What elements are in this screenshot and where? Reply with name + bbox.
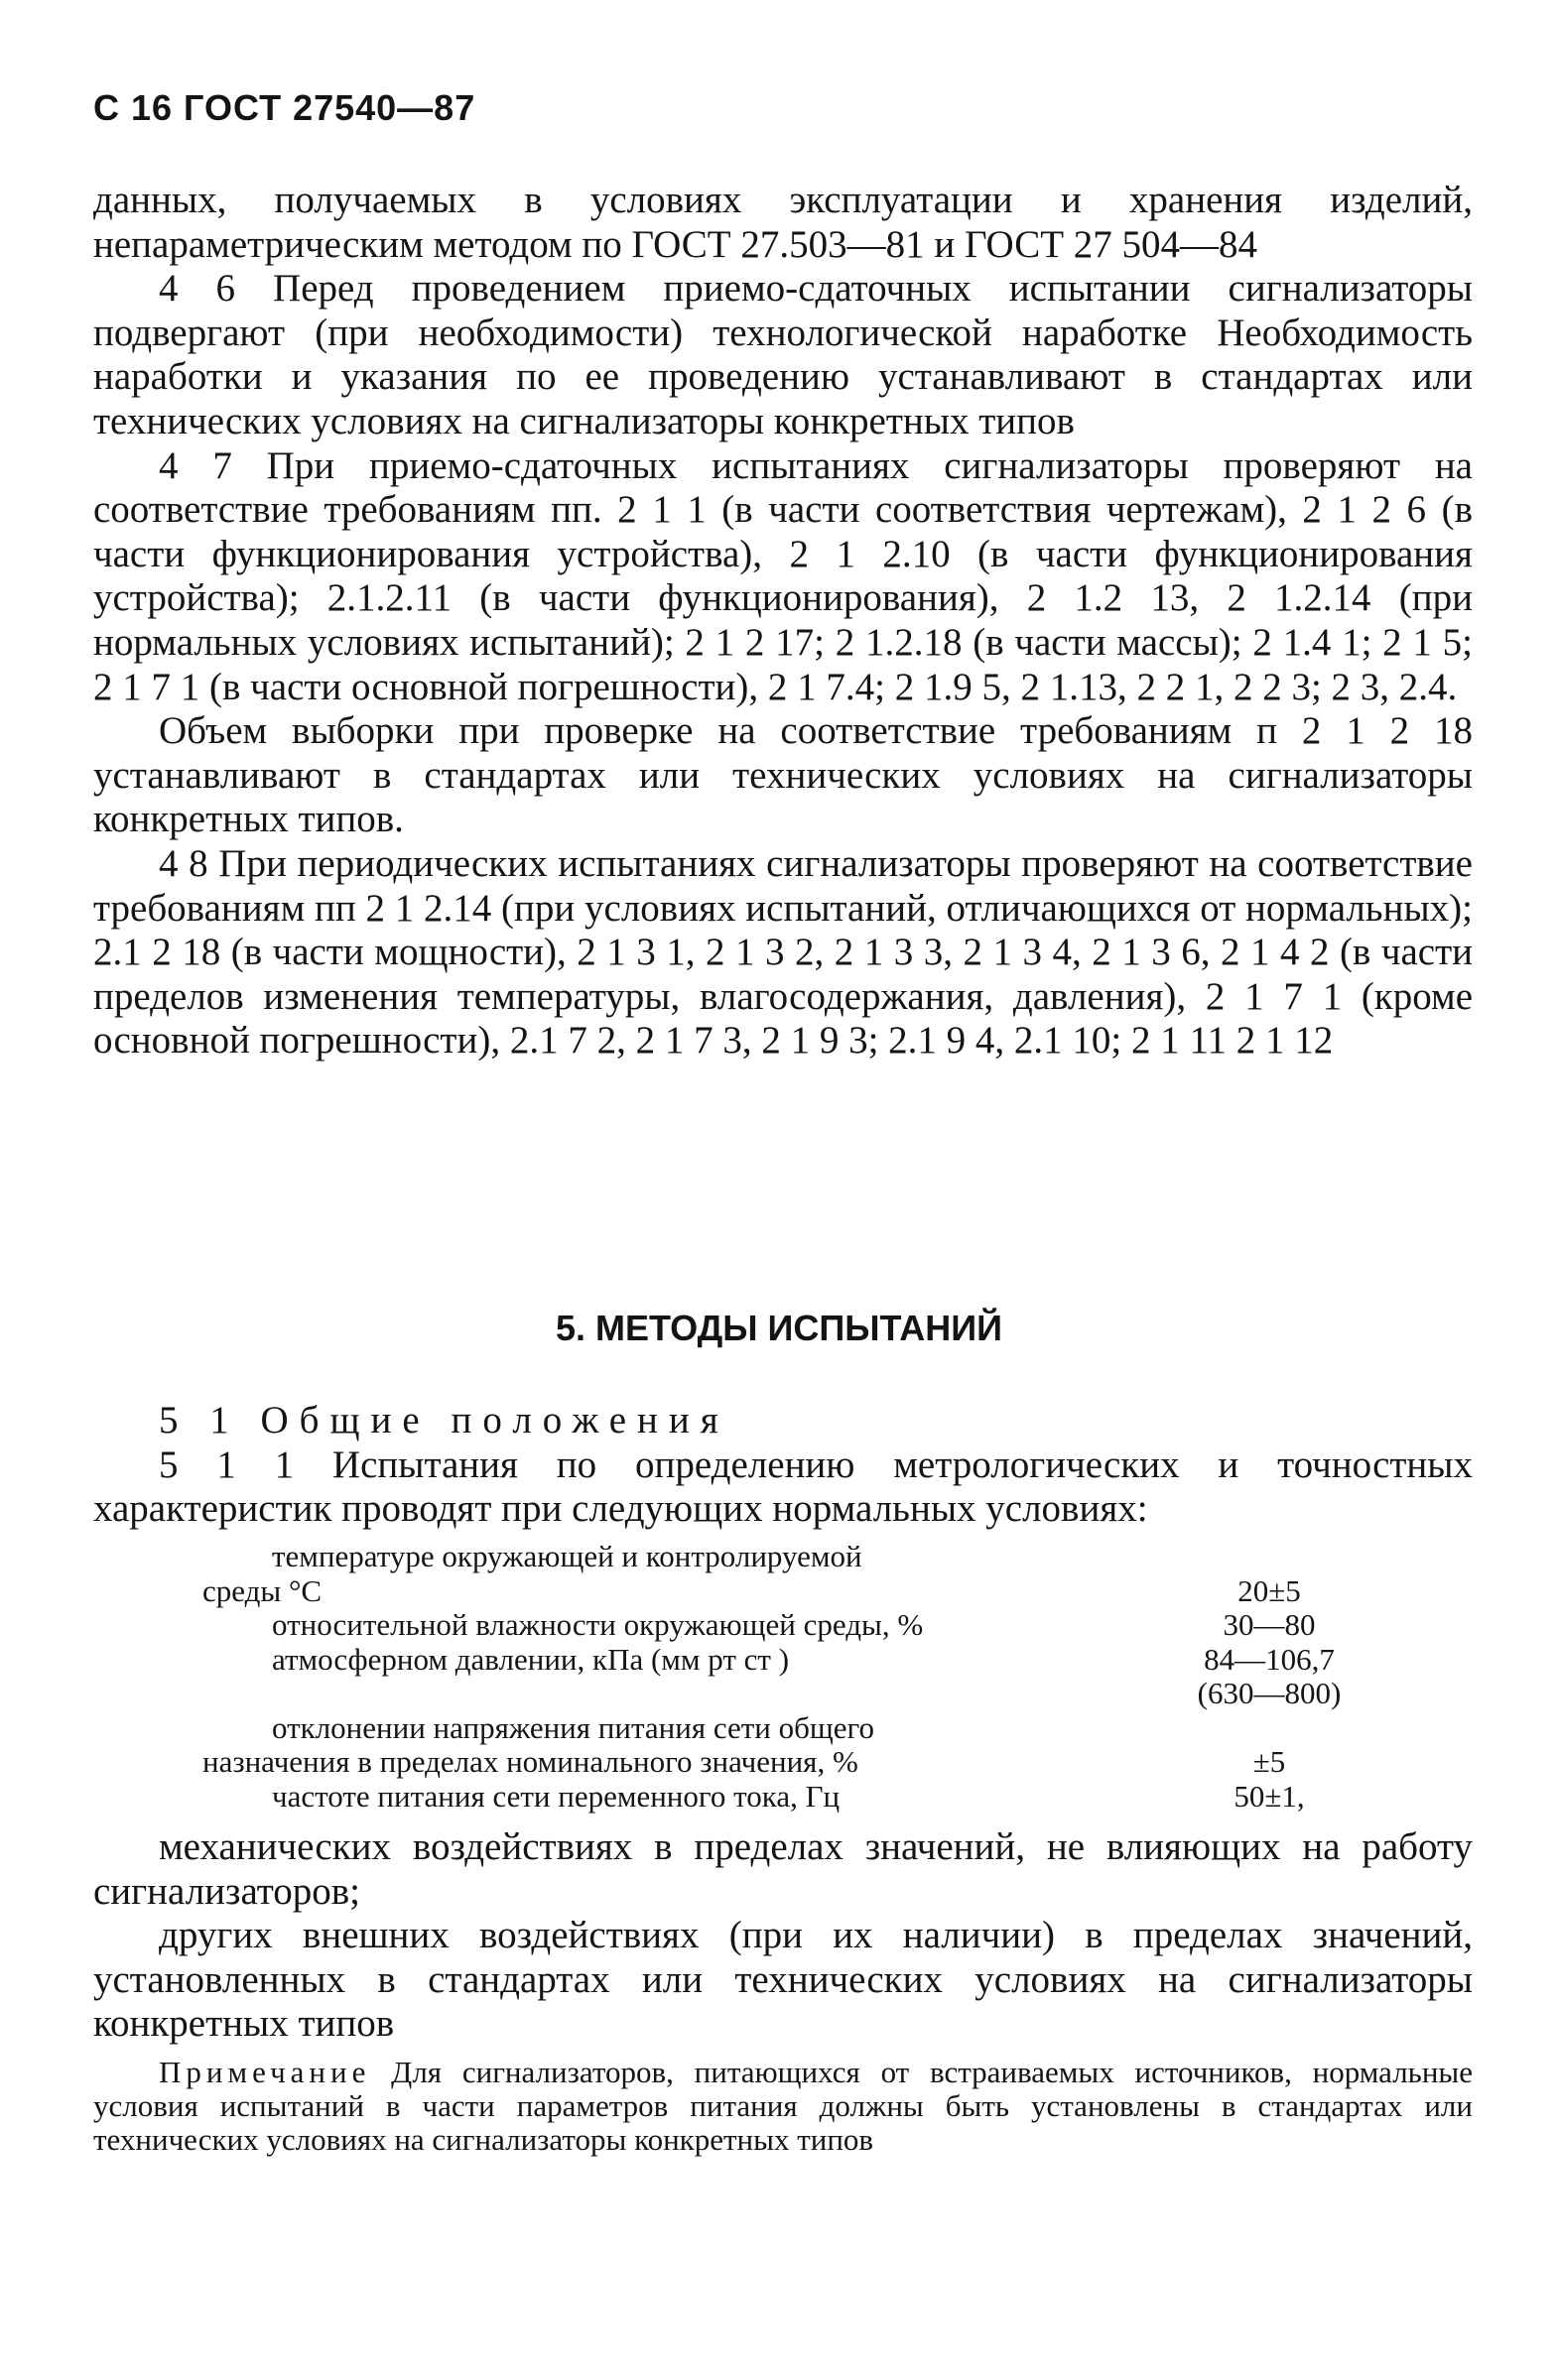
condition-row — [93, 1574, 1383, 1609]
paragraph-4-8: 4 8 При периодических испытаниях сигнализаторы проверяют на соответствие требованиям пп 2 1 2.14 (при условиях испытаний, отличающихся от нормальных); 2.1 2 18 (в части мощности), 2 1 3 1, 2 1 3 2, 2 1 3 3, 2 1 3 4, 2 1 3 6, 2 1 4 2 (в части пределов изменения температуры, влагосодержания, давления), 2 1 7 1 (кроме основной погрешности), 2.1 7 2, 2 1 7 3, 2 1 9 3; 2.1 9 4, 2.1 10; 2 1 11 2 1 12 — [93, 841, 1473, 1063]
paragraph-sample-size: Объем выборки при проверке на соответствие требованиям п 2 1 2 18 устанавливают в стандартах или технических условиях на сигнализаторы конкретных типов. — [93, 709, 1473, 841]
condition-label: среды °С — [202, 1572, 323, 1608]
note-label: Примечание — [159, 2055, 371, 2089]
condition-label: температуре окружающей и контролируемой — [272, 1539, 862, 1573]
page-header: С 16 ГОСТ 27540—87 — [93, 87, 476, 128]
paragraph-5-1-1: 5 1 1 Испытания по определению метрологических и точностных характеристик проводят при следующих нормальных условиях: — [93, 1442, 1473, 1531]
condition-row — [93, 1780, 1383, 1815]
note-text: Для сигнализаторов, питающихся от встраиваемых источников, нормальные условия испытаний в части параметров питания должны быть установлены в стандартах или технических условиях на сигнализаторы конкретных типов — [93, 2055, 1473, 2157]
condition-row — [93, 1677, 1383, 1711]
condition-label: относительной влажности окружающей среды, % — [272, 1607, 924, 1642]
condition-value: 50±1, — [1233, 1778, 1305, 1814]
condition-label: отклонении напряжения питания сети общего — [272, 1709, 874, 1745]
condition-row — [93, 1711, 1383, 1746]
paragraph-other-influences: других внешних воздействиях (при их наличии) в пределах значений, установленных в стандартах или технических условиях на сигнализаторы конкретных типов — [93, 1914, 1473, 2046]
paragraph-4-7: 4 7 При приемо-сдаточных испытаниях сигнализаторы проверяют на соответствие требованиям пп. 2 1 1 (в части соответствия чертежам), 2 1 2 6 (в части функционирования устройства), 2 1 2.10 (в части функционирования устройства); 2.1.2.11 (в части функционирования), 2 1.2 13, 2 1.2.14 (при нормальных условиях испытаний); 2 1 2 17; 2 1.2.18 (в части массы); 2 1.4 1; 2 1 5; 2 1 7 1 (в части основной погрешности), 2 1 7.4; 2 1.9 5, 2 1.13, 2 2 1, 2 2 3; 2 3, 2.4. — [93, 443, 1473, 708]
note — [93, 2056, 1473, 2157]
section-title: 5. МЕТОДЫ ИСПЫТАНИЙ — [556, 1308, 1002, 1348]
condition-value: 20±5 — [1237, 1572, 1301, 1608]
condition-row — [93, 1608, 1383, 1643]
condition-row — [93, 1643, 1383, 1678]
condition-row — [93, 1540, 1383, 1574]
body-bottom — [93, 1825, 1473, 2047]
note-paragraph — [93, 2056, 1473, 2157]
condition-row — [93, 1745, 1383, 1780]
paragraph-4-6: 4 6 Перед проведением приемо-сдаточных испытании сигнализаторы подвергают (при необходимости) технологической наработке Необходимость наработки и указания по ее проведению устанавливают в стандартах или технических условиях на сигнализаторы конкретных типов — [93, 267, 1473, 442]
section-5-1 — [93, 1399, 1473, 1532]
condition-value: 84—106,7 — [1204, 1641, 1335, 1677]
condition-label: частоте питания сети переменного тока, Гц — [272, 1778, 841, 1814]
conditions-list — [93, 1540, 1383, 1814]
paragraph-mechanical: механических воздействиях в пределах значений, не влияющих на работу сигнализаторов; — [93, 1825, 1473, 1913]
body-top — [93, 179, 1473, 1064]
condition-value: 30—80 — [1223, 1607, 1316, 1642]
condition-value: (630—800) — [1197, 1676, 1342, 1710]
condition-label: атмосферном давлении, кПа (мм рт ст ) — [272, 1641, 790, 1677]
subsection-heading: 5 1 Общие положения — [159, 1399, 729, 1441]
condition-label: назначения в пределах номинального значения, % — [202, 1744, 858, 1779]
condition-value: ±5 — [1252, 1744, 1286, 1779]
paragraph-continuation: данных, получаемых в условиях эксплуатации и хранения изделий, непараметрическим методом по ГОСТ 27.503—81 и ГОСТ 27 504—84 — [93, 179, 1473, 266]
